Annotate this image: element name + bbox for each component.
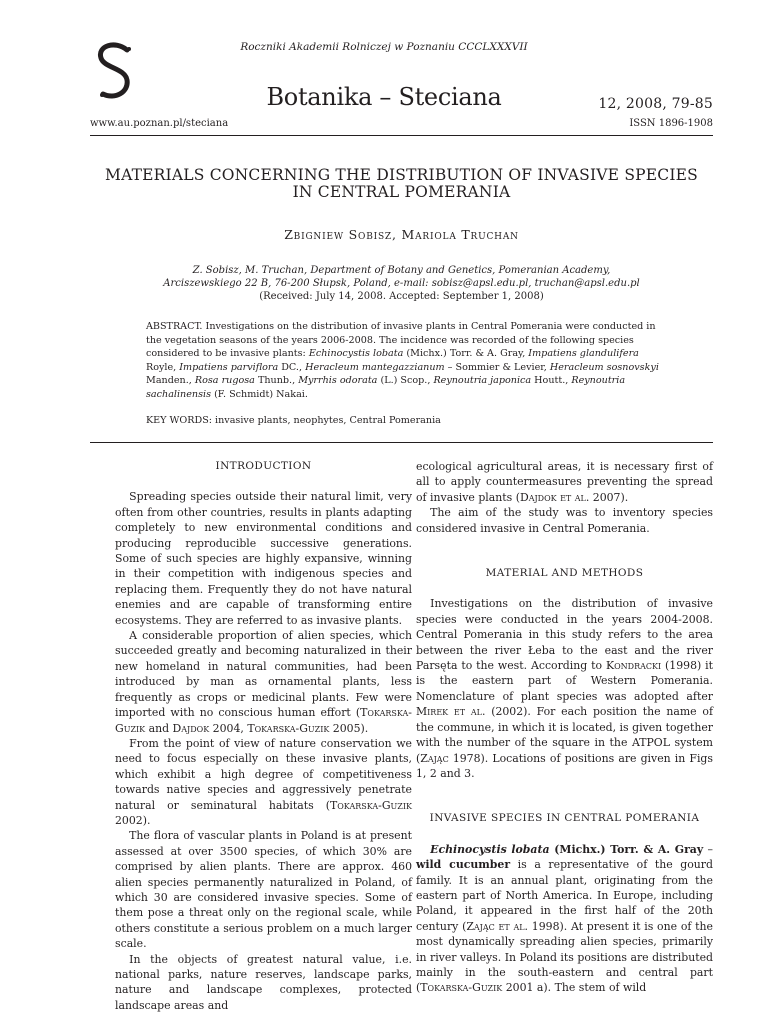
column-right: [416, 459, 713, 996]
abstract-text: (L.) Scop.,: [377, 375, 434, 386]
citation: Dajdok: [172, 721, 210, 735]
abstract-label: ABSTRACT.: [146, 321, 203, 332]
abstract-text: DC.,: [278, 361, 306, 373]
abstract-rule: [90, 442, 713, 443]
keywords: [146, 415, 672, 426]
species-name: Reynoutria japonica: [433, 375, 532, 386]
species-name: Myrrhis odorata: [298, 375, 378, 386]
affiliation-line-1: Z. Sobisz, M. Truchan, Department of Botany and Genetics, Pomeranian Academy,: [192, 265, 611, 276]
keywords-label: KEY WORDS:: [146, 415, 212, 426]
abstract-text: (F. Schmidt) Nakai.: [211, 388, 308, 400]
species-name: Heracleum mantegazzianum: [305, 361, 445, 373]
authors: Zbigniew Sobisz, Mariola Truchan: [284, 227, 519, 242]
citation: Zając et al.: [466, 919, 529, 933]
abstract-text: (Michx.) Torr. & A. Gray,: [403, 348, 529, 359]
species-name: Rosa rugosa: [194, 375, 255, 386]
journal-name: Roczniki Akademii Rolniczej w Poznaniu CCCLXXXVII: [240, 41, 528, 53]
citation: Kondracki: [605, 659, 662, 673]
affiliation-line-2: Arciszewskiego 22 B, 76-200 Słupsk, Poland, e-mail: sobisz@apsl.edu.pl, truchan@apsl.edu.pl: [163, 278, 640, 289]
paragraph: The aim of the study was to inventory species considered invasive in Central Pomerania.: [416, 506, 713, 535]
abstract-text: – Sommier & Levier,: [444, 361, 550, 373]
common-name: wild cucumber: [416, 858, 511, 872]
paragraph: A considerable proportion of alien species, which succeeded greatly and becoming naturalized in their new homeland in natural communities, had been introduced by man as ornamental plants, less frequently as crops or medicinal plants. Few were imported with no conscious human effort (Tokarska-Guzik and Dajdok 2004, Tokarska-Guzik 2005).: [115, 629, 412, 735]
paragraph-continued: ecological agricultural areas, it is necessary first of all to apply countermeasures preventing the spread of invasive plants (Dajdok et al. 2007).: [416, 460, 713, 504]
title-line-1: MATERIALS CONCERNING THE DISTRIBUTION OF INVASIVE SPECIES: [105, 166, 698, 184]
received-dates: (Received: July 14, 2008. Accepted: September 1, 2008): [259, 291, 544, 302]
volume-info: 12, 2008, 79-85: [598, 96, 713, 112]
species-name: Impatiens parviflora: [179, 361, 279, 373]
journal-url[interactable]: www.au.poznan.pl/steciana: [90, 118, 229, 129]
paragraph: From the point of view of nature conservation we need to focus especially on these invasive plants, which exhibit a high degree of competitiveness towards native species and aggressively penetrate natural or seminatural habitats (Tokarska-Guzik 2002).: [115, 736, 412, 827]
citation: Tokarska-Guzik: [420, 981, 503, 995]
abstract: [146, 320, 672, 401]
section-heading-methods: MATERIAL AND METHODS: [485, 567, 644, 580]
paragraph: Investigations on the distribution of invasive species were conducted in the years 2004-2008. Central Pomerania in this study refers to the area between the river Łeba to the east and the river Parsęta to the west. According to Kondracki (1998) it is the eastern part of Western Pomerania. Nomenclature of plant species was adopted after Mirek et al. (2002). For each position the name of the commune, in which it is located, is given together with the number of the square in the ATPOL system (Zając 1978). Locations of positions are given in Figs 1, 2 and 3.: [416, 597, 714, 780]
journal-masthead: Botanika – Steciana: [266, 83, 502, 111]
species-name: Echinocystis lobata: [308, 348, 404, 359]
abstract-text: Houtt.,: [531, 375, 572, 386]
section-heading-invasive-species: INVASIVE SPECIES IN CENTRAL POMERANIA: [429, 812, 700, 825]
species-name: Impatiens glandulifera: [528, 348, 639, 359]
species-name: Echinocystis lobata: [430, 842, 550, 856]
species-name: Reynoutria sachalinensis: [146, 375, 626, 400]
paragraph: In the objects of greatest natural value, i.e. national parks, nature reserves, landscape parks, nature and landscape complexes, protected landscape areas and: [115, 952, 412, 1012]
section-heading-introduction: INTRODUCTION: [215, 460, 312, 472]
citation: Tokarska-Guzik: [247, 721, 330, 735]
abstract-text: Royle,: [146, 361, 180, 373]
citation: Zając: [420, 751, 449, 765]
header-rule: [90, 135, 713, 136]
article-title: [90, 167, 713, 201]
title-line-2: IN CENTRAL POMERANIA: [292, 183, 511, 201]
keywords-text: invasive plants, neophytes, Central Pomerania: [212, 415, 441, 426]
abstract-text: Manden.,: [146, 375, 195, 386]
paragraph: The flora of vascular plants in Poland is at present assessed at over 3500 species, of which 30% are comprised by alien plants. There are approx. 460 alien species permanently naturalized in Poland, of which 30 are considered invasive species. Some of them pose a threat only on the regional scale, while others constitute a serious problem on a much larger scale.: [115, 829, 412, 951]
citation: Mirek et al.: [416, 705, 486, 719]
affiliation: [90, 264, 713, 290]
issn: ISSN 1896-1908: [629, 118, 713, 129]
column-left: [115, 459, 412, 1013]
citation: Tokarska-Guzik: [329, 798, 412, 812]
citation: Dajdok et al.: [519, 490, 590, 504]
paragraph: Spreading species outside their natural limit, very often from other countries, results in plants adapting completely to new environmental conditions and producing reproducible successive generations. Some of such species are highly expansive, winning in their competition with indigenous species and replacing them. Frequently they do not have natural enemies and are capable of transforming entire ecosystems. They are referred to as invasive plants.: [115, 490, 412, 627]
abstract-text: Thunb.,: [254, 375, 299, 386]
species-name: Heracleum sosnovskyi: [549, 361, 659, 373]
abstract-text: Investigations on the distribution of invasive plants in Central Pomerania were conducted in the vegetation seasons of the years 2006-2008. The incidence was recorded of the following species considered to be invasive plants:: [146, 321, 656, 359]
paragraph: Echinocystis lobata (Michx.) Torr. & A. Gray – wild cucumber is a representative of the gourd family. It is an annual plant, originating from the eastern part of North America. In Europe, including Poland, it appeared in the first half of the 20th century (Zając et al. 1998). At present it is one of the most dynamically spreading alien species, primarily in river valleys. In Poland its positions are distributed mainly in the south-eastern and central part (Tokarska-Guzik 2001 a). The stem of wild: [416, 842, 713, 995]
citation: Tokarska-Guzik: [115, 706, 412, 735]
